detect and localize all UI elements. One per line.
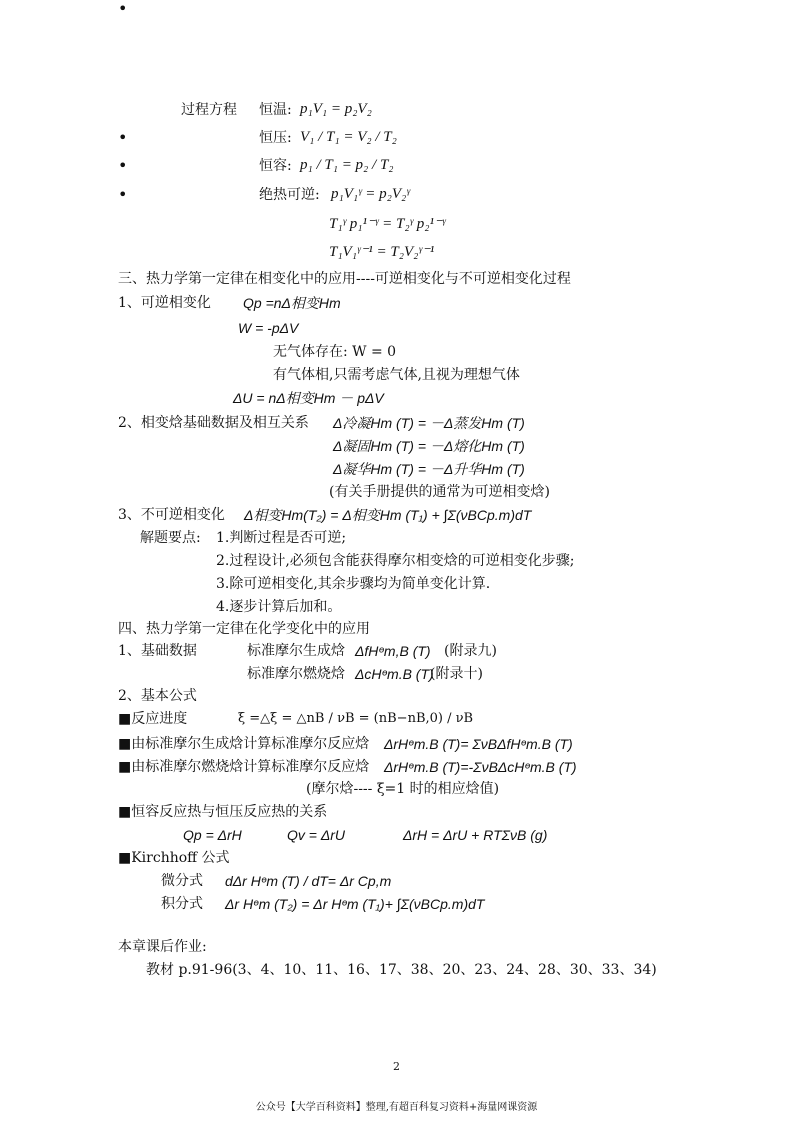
homework-title: 本章课后作业: [118,939,207,955]
enthalpy-energy-relation: ΔrH = ΔrU + RTΣνB (g) [403,827,548,843]
adiabatic-equation-2: T₁ᵞ p₁¹⁻ᵞ = T₂ᵞ p₂¹⁻ᵞ [329,216,446,232]
qv-equation: Qv = ΔrU [287,827,346,843]
formation-enthalpy-symbol: ΔfHᶱm,B (T) [355,643,431,659]
isothermal-label: 恒温: [259,102,292,118]
key-point-1: 1.判断过程是否可逆; [216,530,347,546]
bullet-1: • [118,0,128,18]
formation-enthalpy-label: 标准摩尔生成焓 [247,643,345,659]
combustion-method-equation: ΔrHᶱm.B (T)=-ΣνBΔcHᶱm.B (T) [384,759,577,775]
combustion-enthalpy-label: 标准摩尔燃烧焓 [247,666,345,682]
irreversible-equation: Δ相变Hm(T₂) = Δ相变Hm (T₁) + ∫Σ(νBCp.m)dT [244,507,532,523]
integral-form-equation: Δr Hᶱm (T₂) = Δr Hᶱm (T₁)+ ∫Σ(νBCp.m)dT [225,896,485,912]
process-heading: 过程方程 [181,102,237,118]
reversible-phase-label: 1、可逆相变化 [118,295,211,311]
isochoric-label: 恒容: [259,158,292,174]
key-points-label: 解题要点: [140,530,201,546]
handbook-note: (有关手册提供的通常为可逆相变焓) [329,484,550,500]
deposition-equation: Δ凝华Hm (T) = －Δ升华Hm (T) [333,461,525,477]
basic-formulas-label: 2、基本公式 [118,688,197,704]
reversible-u-equation: ΔU = nΔ相变Hm － pΔV [233,390,384,406]
page-number: 2 [393,1060,400,1073]
homework-content: 教材 p.91-96(3、4、10、11、16、17、38、20、23、24、28、30、33、34) [146,962,657,978]
section-four-title: 四、热力学第一定律在化学变化中的应用 [118,621,370,637]
gas-note: 有气体相,只需考虑气体,且视为理想气体 [273,367,520,383]
reaction-extent-label: ■反应进度 [118,711,188,727]
bullet-3: • [118,156,128,175]
key-point-2: 2.过程设计,必须包含能获得摩尔相变焓的可逆相变化步骤; [216,553,575,569]
isobaric-equation: V₁ / T₁ = V₂ / T₂ [300,129,397,145]
bullet-2: • [118,128,128,147]
reaction-heat-label: ■恒容反应热与恒压反应热的关系 [118,804,328,820]
combustion-enthalpy-symbol: ΔcHᶱm.B (T) [355,666,434,682]
condensation-equation: Δ冷凝Hm (T) = －Δ蒸发Hm (T) [333,415,525,431]
reversible-w-equation: W = -pΔV [238,320,299,336]
differential-form-label: 微分式 [161,873,203,889]
adiabatic-equation-3: T₁V₁ᵞ⁻¹ = T₂V₂ᵞ⁻¹ [329,244,435,260]
kirchhoff-label: ■Kirchhoff 公式 [118,850,230,866]
reaction-extent-equation: ξ =△ξ = △nB / νB = (nB−nB,0) / νB [238,711,474,726]
formation-appendix-ref: (附录九) [444,643,497,659]
formation-method-equation: ΔrHᶱm.B (T)= ΣνBΔfHᶱm.B (T) [384,736,573,752]
isobaric-label: 恒压: [259,130,292,146]
isochoric-equation: p₁ / T₁ = p₂ / T₂ [300,157,394,173]
combustion-method-label: ■由标准摩尔燃烧焓计算标准摩尔反应焓 [118,759,370,775]
reversible-q-equation: Qp =nΔ相变Hm [243,295,341,311]
key-point-3: 3.除可逆相变化,其余步骤均为简单变化计算. [216,576,491,592]
section-three-title: 三、热力学第一定律在相变化中的应用----可逆相变化与不可逆相变化过程 [118,271,571,287]
irreversible-phase-label: 3、不可逆相变化 [118,507,225,523]
qp-equation: Qp = ΔrH [183,827,242,843]
integral-form-label: 积分式 [161,896,203,912]
phase-data-label: 2、相变焓基础数据及相互关系 [118,415,309,431]
footer-note: 公众号【大学百科资料】整理,有超百科复习资料+海量网课资源 [255,1102,538,1113]
basic-data-label: 1、基础数据 [118,643,197,659]
adiabatic-equation-1: p₁V₁ᵞ = p₂V₂ᵞ [331,186,410,202]
bullet-4: • [118,185,128,204]
combustion-appendix-ref: (附录十) [430,666,483,682]
isothermal-equation: p₁V₁ = p₂V₂ [300,101,372,117]
differential-form-equation: dΔr Hᶱm (T) / dT= Δr Cp,m [225,873,392,889]
solidification-equation: Δ凝固Hm (T) = －Δ熔化Hm (T) [333,438,525,454]
no-gas-note: 无气体存在: W = 0 [273,344,397,360]
key-point-4: 4.逐步计算后加和。 [216,599,342,615]
molar-enthalpy-note: (摩尔焓---- ξ=1 时的相应焓值) [306,781,500,797]
adiabatic-label: 绝热可逆: [259,187,320,203]
formation-method-label: ■由标准摩尔生成焓计算标准摩尔反应焓 [118,736,370,752]
